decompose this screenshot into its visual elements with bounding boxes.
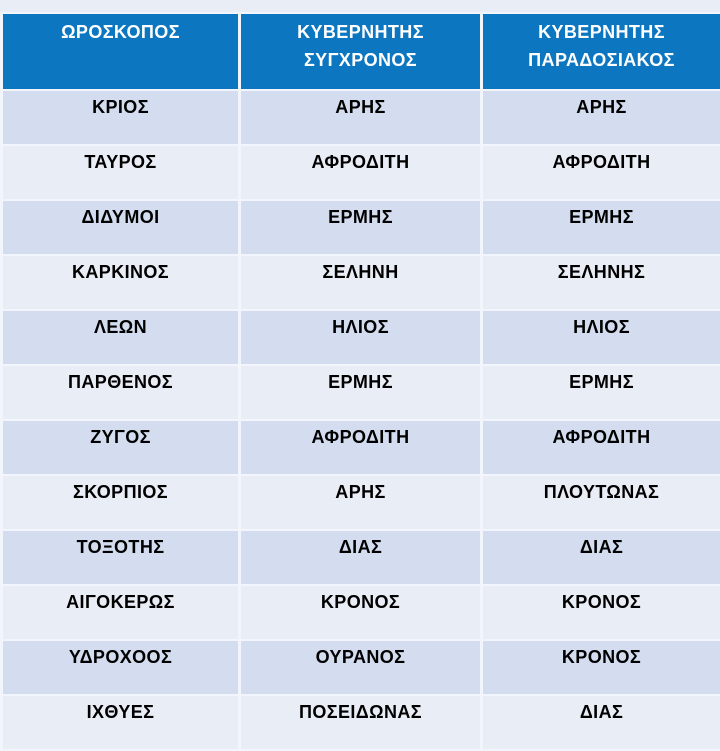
header-cell-horoscope: [2, 13, 240, 90]
table-row: [2, 145, 720, 200]
header-label-line1: ΚΥΒΕΡΝΗΤΗΣ: [484, 18, 719, 46]
sign-cell: ΔΙΔΥΜΟΙ: [2, 200, 240, 255]
header-label: ΩΡΟΣΚΟΠΟΣ: [4, 18, 237, 46]
modern-ruler-cell: ΑΦΡΟΔΙΤΗ: [240, 420, 482, 475]
sign-cell: ΑΙΓΟΚΕΡΩΣ: [2, 585, 240, 640]
modern-ruler-cell: ΠΟΣΕΙΔΩΝΑΣ: [240, 695, 482, 750]
traditional-ruler-cell: ΕΡΜΗΣ: [482, 365, 720, 420]
header-label-line2: ΣΥΓΧΡΟΝΟΣ: [242, 46, 479, 74]
sign-cell: ΛΕΩΝ: [2, 310, 240, 365]
modern-ruler-cell: ΑΡΗΣ: [240, 475, 482, 530]
zodiac-rulers-table: [0, 12, 720, 751]
sign-cell: ΤΑΥΡΟΣ: [2, 145, 240, 200]
modern-ruler-cell: ΕΡΜΗΣ: [240, 365, 482, 420]
table-row: [2, 640, 720, 695]
table-row: [2, 420, 720, 475]
sign-cell: ΠΑΡΘΕΝΟΣ: [2, 365, 240, 420]
sign-cell: ΙΧΘΥΕΣ: [2, 695, 240, 750]
table-row: [2, 530, 720, 585]
modern-ruler-cell: ΑΦΡΟΔΙΤΗ: [240, 145, 482, 200]
modern-ruler-cell: ΣΕΛΗΝΗ: [240, 255, 482, 310]
table-row: [2, 90, 720, 145]
sign-cell: ΚΑΡΚΙΝΟΣ: [2, 255, 240, 310]
traditional-ruler-cell: ΔΙΑΣ: [482, 530, 720, 585]
table-row: [2, 695, 720, 750]
table-row: [2, 365, 720, 420]
modern-ruler-cell: ΗΛΙΟΣ: [240, 310, 482, 365]
modern-ruler-cell: ΔΙΑΣ: [240, 530, 482, 585]
table-row: [2, 310, 720, 365]
sign-cell: ΚΡΙΟΣ: [2, 90, 240, 145]
table-row: [2, 200, 720, 255]
header-cell-traditional-ruler: [482, 13, 720, 90]
sign-cell: ΥΔΡΟΧΟΟΣ: [2, 640, 240, 695]
traditional-ruler-cell: ΗΛΙΟΣ: [482, 310, 720, 365]
table-row: [2, 255, 720, 310]
sign-cell: ΤΟΞΟΤΗΣ: [2, 530, 240, 585]
traditional-ruler-cell: ΠΛΟΥΤΩΝΑΣ: [482, 475, 720, 530]
header-label-line2: ΠΑΡΑΔΟΣΙΑΚΟΣ: [484, 46, 719, 74]
traditional-ruler-cell: ΑΦΡΟΔΙΤΗ: [482, 420, 720, 475]
traditional-ruler-cell: ΚΡΟΝΟΣ: [482, 585, 720, 640]
modern-ruler-cell: ΕΡΜΗΣ: [240, 200, 482, 255]
table-row: [2, 475, 720, 530]
table-row: [2, 585, 720, 640]
traditional-ruler-cell: ΑΦΡΟΔΙΤΗ: [482, 145, 720, 200]
modern-ruler-cell: ΑΡΗΣ: [240, 90, 482, 145]
header-label-line1: ΚΥΒΕΡΝΗΤΗΣ: [242, 18, 479, 46]
header-cell-modern-ruler: [240, 13, 482, 90]
traditional-ruler-cell: ΔΙΑΣ: [482, 695, 720, 750]
traditional-ruler-cell: ΑΡΗΣ: [482, 90, 720, 145]
traditional-ruler-cell: ΚΡΟΝΟΣ: [482, 640, 720, 695]
sign-cell: ΣΚΟΡΠΙΟΣ: [2, 475, 240, 530]
modern-ruler-cell: ΚΡΟΝΟΣ: [240, 585, 482, 640]
traditional-ruler-cell: ΕΡΜΗΣ: [482, 200, 720, 255]
header-row: [2, 13, 720, 90]
sign-cell: ΖΥΓΟΣ: [2, 420, 240, 475]
traditional-ruler-cell: ΣΕΛΗΝΗΣ: [482, 255, 720, 310]
modern-ruler-cell: ΟΥΡΑΝΟΣ: [240, 640, 482, 695]
